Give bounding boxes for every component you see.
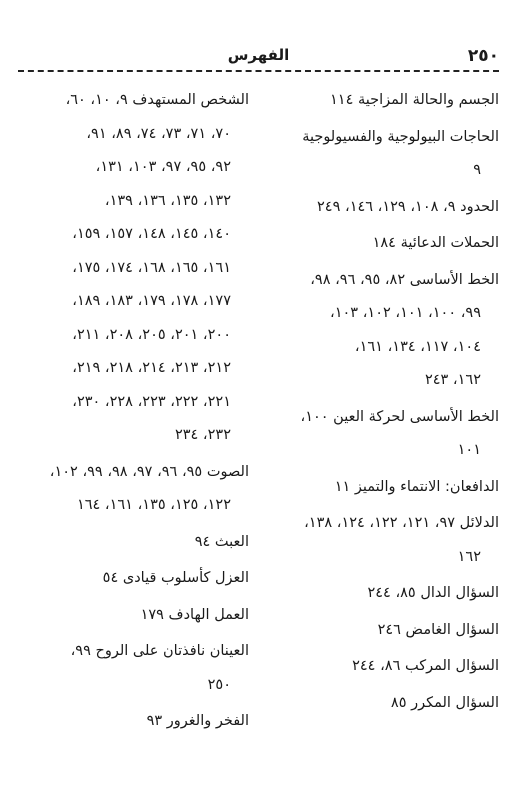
index-entry-term: الفخر والغرور ٩٣ [146,713,249,729]
index-entry [249,577,499,611]
index-entry [249,84,499,118]
index-entry [249,650,499,684]
index-entry-continuation: ٢٠٠، ٢٠١، ٢٠٥، ٢٠٨، ٢١١، [72,326,231,343]
index-entry-term: السؤال الدال ٨٥، ٢٤٤ [367,585,499,601]
index-entry-continuation: ١٠١ [457,442,481,458]
index-entry-term: العينان نافذتان على الروح ٩٩، [70,643,249,659]
index-entry [249,507,499,574]
page-number: ٢٥٠ [467,46,499,66]
index-entry [19,705,249,739]
index-entry-continuation: ١٣٢، ١٣٥، ١٣٦، ١٣٩، [104,192,231,209]
index-entry-continuation: ٩٩، ١٠٠، ١٠١، ١٠٢، ١٠٣، [330,305,481,321]
index-entry-continuation: ١٦٢، ٢٤٣ [424,372,481,388]
index-entry-continuation: ٩ [473,162,481,178]
index-entry [249,191,499,225]
index-entry [249,687,499,721]
page-header [18,42,499,72]
index-entry-term: الخط الأساسى لحركة العين ١٠٠، [300,408,499,425]
index-entry [19,635,249,702]
index-entry [249,121,499,188]
index-entry [249,227,499,261]
index-entry-term: الصوت ٩٥، ٩٦، ٩٧، ٩٨، ٩٩، ١٠٢، [49,463,249,480]
index-entry-continuation: ٢٢١، ٢٢٢، ٢٢٣، ٢٢٨، ٢٣٠، [72,393,231,410]
index-entry [19,526,249,560]
index-entry-continuation: ٢١٢، ٢١٣، ٢١٤، ٢١٨، ٢١٩، [72,360,231,376]
index-entry-continuation: ٢٣٢، ٢٣٤ [174,427,231,443]
index-entry-term: الدلائل ٩٧، ١٢١، ١٢٢، ١٢٤، ١٣٨، [304,515,499,531]
index-entry-term: الدافعان: الانتماء والتميز ١١ [334,478,499,495]
index-entry [19,562,249,596]
index-entry-term: الشخص المستهدف ٩، ١٠، ٦٠، [65,92,249,108]
index-entry [19,456,249,523]
index-entry-term: الحملات الدعائية ١٨٤ [372,235,499,251]
index-column-right [249,84,499,720]
page-title: الفهرس [227,46,290,64]
index-entry-continuation: ١٧٧، ١٧٨، ١٧٩، ١٨٣، ١٨٩، [72,293,231,309]
index-entry-continuation: ١٦١، ١٦٥، ١٦٨، ١٧٤، ١٧٥، [72,259,231,276]
index-entry [249,264,499,398]
index-entry [249,614,499,648]
index-entry [19,84,249,453]
index-entry-term: السؤال المركب ٨٦، ٢٤٤ [352,658,499,674]
index-entry [249,401,499,468]
index-entry-term: الحاجات البيولوجية والفسيولوجية [302,128,499,145]
index-entry [249,471,499,505]
index-entry-term: الخط الأساسى ٨٢، ٩٥، ٩٦، ٩٨، [310,271,499,288]
index-entry-continuation: ١٦٢ [457,548,481,565]
index-entry-term: العزل كأسلوب قيادى ٥٤ [102,570,249,586]
index-entry-term: الحدود ٩، ١٠٨، ١٢٩، ١٤٦، ٢٤٩ [317,198,499,215]
index-entry-continuation: ٢٥٠ [207,676,231,693]
index-entry-continuation: ١٠٤، ١١٧، ١٣٤، ١٦١، [354,338,481,355]
index-entry-term: السؤال الغامض ٢٤٦ [377,621,499,638]
index-entry-continuation: ١٤٠، ١٤٥، ١٤٨، ١٥٧، ١٥٩، [72,226,231,242]
index-entry-term: السؤال المكرر ٨٥ [390,694,499,711]
index-entry-term: العبث ٩٤ [194,533,249,550]
index-entry-term: الجسم والحالة المزاجية ١١٤ [330,92,499,108]
index-entry-continuation: ١٢٢، ١٢٥، ١٣٥، ١٦١، ١٦٤ [76,497,231,513]
index-entry-continuation: ٩٢، ٩٥، ٩٧، ١٠٣، ١٣١، [95,159,231,175]
index-entry-term: العمل الهادف ١٧٩ [140,606,249,623]
index-column-left [19,84,249,739]
index-entry [19,599,249,633]
index-entry-continuation: ٧٠، ٧١، ٧٣، ٧٤، ٨٩، ٩١، [86,125,231,142]
